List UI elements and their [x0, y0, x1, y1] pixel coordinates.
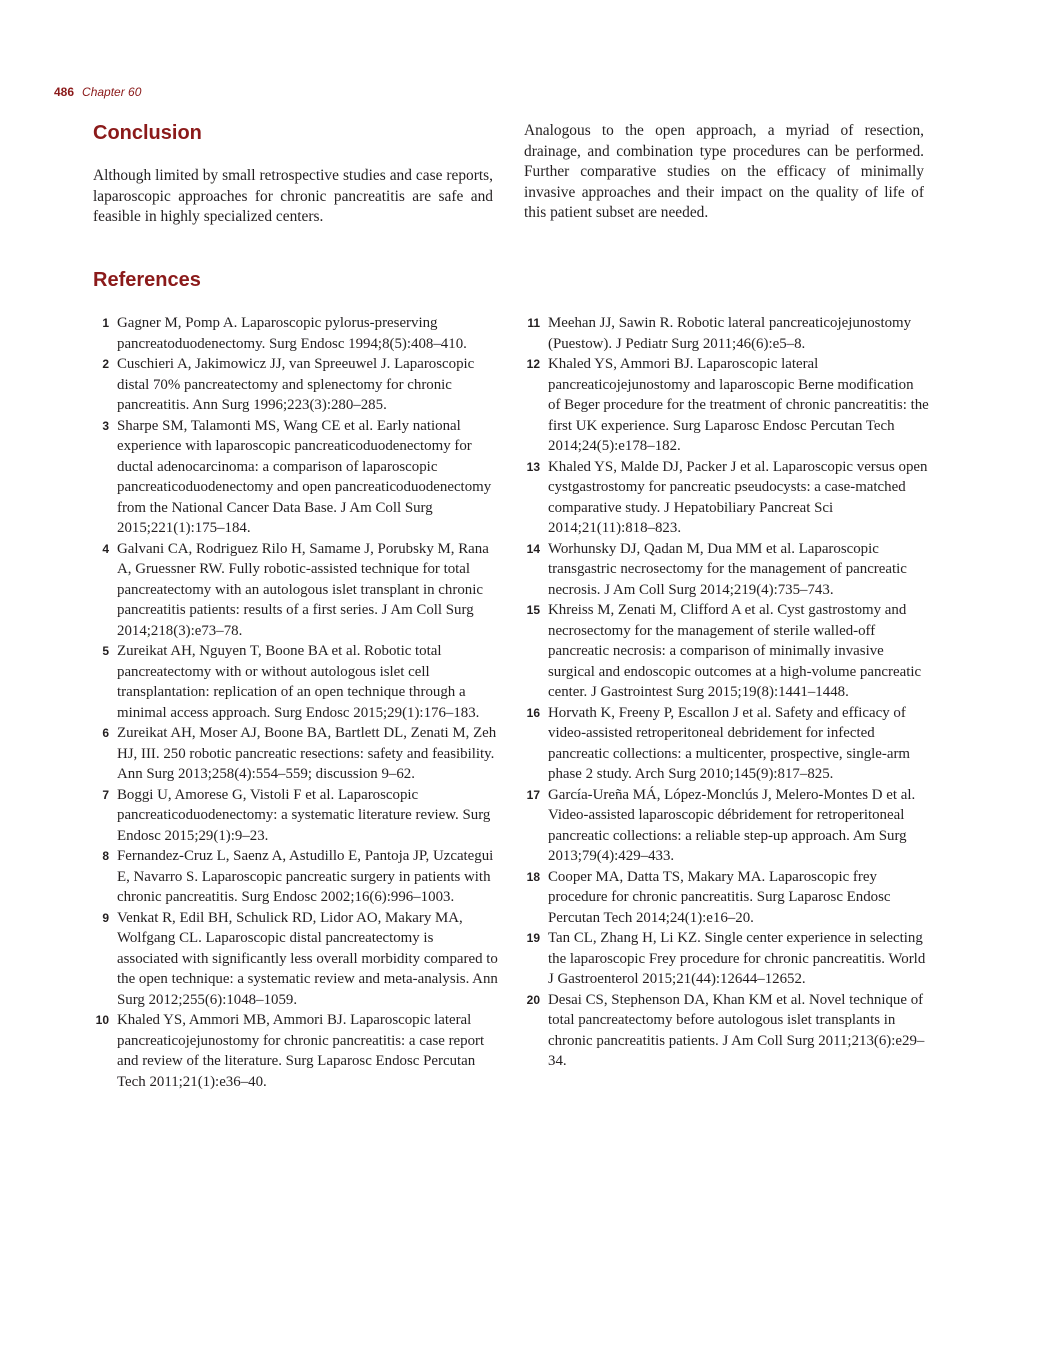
reference-item — [524, 313, 929, 354]
reference-text: Khreiss M, Zenati M, Clifford A et al. Cyst gastrostomy and necrosectomy for the management of sterile walled-off pancreatic necrosis: a comparison of minimally invasive surgical and endoscopic outcomes at a high-volume pancreatic center. J Gastrointest Surg 2015;19(8):1441–1448. — [548, 602, 922, 700]
reference-text: Tan CL, Zhang H, Li KZ. Single center experience in selecting the laparoscopic Frey procedure for chronic pancreatitis. World J Gastroenterol 2015;21(44):12644–12652. — [548, 930, 926, 987]
reference-item — [524, 600, 929, 703]
reference-number: 7 — [102, 787, 109, 802]
reference-item — [524, 867, 929, 929]
reference-number: 4 — [102, 541, 109, 556]
reference-item — [524, 928, 929, 990]
reference-number: 1 — [102, 316, 109, 330]
reference-item — [524, 785, 929, 867]
conclusion-heading: Conclusion — [93, 122, 202, 144]
reference-item — [93, 416, 498, 539]
reference-number: 3 — [102, 418, 109, 433]
reference-text: Fernandez-Cruz L, Saenz A, Astudillo E, Pantoja JP, Uzcategui E, Navarro S. Laparoscopic pancreatic surgery in patients with chronic pancreatitis. Surg Endosc 2002;16(6):996–1003. — [117, 848, 494, 905]
reference-item — [524, 457, 929, 539]
reference-item — [93, 641, 498, 723]
reference-text: Khaled YS, Ammori MB, Ammori BJ. Laparoscopic lateral pancreaticojejunostomy for chronic pancreatitis: a case report and review of the literature. Surg Laparosc Endosc Percutan Tech 2011;21(1):e36–40. — [117, 1012, 485, 1090]
reference-item — [524, 354, 929, 457]
reference-item — [93, 723, 498, 785]
reference-item — [93, 785, 498, 847]
reference-number: 9 — [102, 910, 109, 925]
reference-number: 15 — [526, 603, 540, 617]
reference-text: Galvani CA, Rodriguez Rilo H, Samame J, Porubsky M, Rana A, Gruessner RW. Fully robotic-assisted technique for total pancreatectomy with an autologous islet transplant in chronic pancreatitis patients: results of a first series. J Am Coll Surg 2014;218(3):e73–78. — [117, 540, 489, 639]
reference-number: 20 — [526, 992, 540, 1007]
reference-number: 6 — [102, 726, 109, 740]
reference-text: Worhunsky DJ, Qadan M, Dua MM et al. Laparoscopic transgastric necrosectomy for the management of pancreatic necrosis. J Am Coll Surg 2014;219(4):735–743. — [548, 540, 907, 598]
reference-number: 8 — [102, 849, 109, 863]
references-heading: References — [93, 269, 201, 291]
reference-text: Meehan JJ, Sawin R. Robotic lateral pancreaticojejunostomy (Puestow). J Pediatr Surg 2011;46(6):e5–8. — [548, 315, 912, 352]
reference-number: 17 — [526, 787, 540, 802]
running-head — [54, 85, 141, 99]
reference-number: 19 — [526, 931, 540, 945]
references-list-left — [93, 313, 498, 1092]
reference-item — [93, 354, 498, 416]
reference-item — [93, 539, 498, 642]
references-list-right — [524, 313, 929, 1072]
reference-number: 14 — [526, 541, 540, 556]
reference-text: Sharpe SM, Talamonti MS, Wang CE et al. Early national experience with laparoscopic pancreaticoduodenectomy for ductal adenocarcinoma: a comparison of laparoscopic pancreaticoduodenectomy and open pancreaticoduodenectomy from the National Cancer Data Base. J Am Coll Surg 2015;221(1):175–184. — [117, 417, 492, 536]
reference-item — [524, 703, 929, 785]
page-number: 486 — [54, 85, 75, 99]
reference-text: Zureikat AH, Moser AJ, Boone BA, Bartlett DL, Zenati M, Zeh HJ, III. 250 robotic pancreatic resections: safety and feasibility. Ann Surg 2013;258(4):554–559; discussion 9–62. — [117, 725, 497, 782]
reference-text: Venkat R, Edil BH, Schulick RD, Lidor AO, Makary MA, Wolfgang CL. Laparoscopic distal pancreatectomy is associated with significantly less overall morbidity compared to the open technique: a systematic review and meta-analysis. Ann Surg 2012;255(6):1048–1059. — [117, 909, 498, 1008]
reference-item — [93, 846, 498, 908]
reference-number: 2 — [102, 357, 109, 371]
chapter-label: Chapter 60 — [82, 85, 142, 99]
reference-item — [93, 313, 498, 354]
reference-number: 10 — [95, 1013, 109, 1027]
reference-item — [93, 908, 498, 1011]
reference-text: Khaled YS, Malde DJ, Packer J et al. Laparoscopic versus open cystgastrostomy for pancreatic pseudocysts: a case-matched comparative study. J Hepatobiliary Pancreat Sci 2014;21(11):818–823. — [548, 458, 928, 536]
reference-number: 13 — [526, 459, 540, 474]
reference-number: 18 — [526, 869, 540, 884]
reference-item — [524, 990, 929, 1072]
reference-number: 5 — [102, 644, 109, 658]
conclusion-paragraph-right: Analogous to the open approach, a myriad of resection, drainage, and combination type procedures can be performed. Further comparative studies on the efficacy of minimally invasive approaches and their impact on the quality of life of this patient subset are needed. — [524, 122, 924, 221]
reference-text: Cuschieri A, Jakimowicz JJ, van Spreeuwel J. Laparoscopic distal 70% pancreatectomy and splenectomy for chronic pancreatitis. Ann Surg 1996;223(3):280–285. — [117, 356, 475, 413]
reference-item — [93, 1010, 498, 1092]
reference-text: Cooper MA, Datta TS, Makary MA. Laparoscopic frey procedure for chronic pancreatitis. Surg Laparosc Endosc Percutan Tech 2014;24(1):e16–20. — [548, 868, 891, 926]
reference-text: Gagner M, Pomp A. Laparoscopic pylorus-preserving pancreatoduodenectomy. Surg Endosc 1994;8(5):408–410. — [117, 315, 467, 352]
reference-text: Boggi U, Amorese G, Vistoli F et al. Laparoscopic pancreaticoduodenectomy: a systematic literature review. Surg Endosc 2015;29(1):9–23. — [117, 786, 491, 844]
reference-text: Horvath K, Freeny P, Escallon J et al. Safety and efficacy of video-assisted retroperitoneal debridement for infected pancreatic collections: a multicenter, prospective, single-arm phase 2 study. Arch Surg 2010;145(9):817–825. — [548, 704, 911, 782]
reference-text: García-Ureña MÁ, López-Monclús J, Melero-Montes D et al. Video-assisted laparoscopic débridement for retroperitoneal pancreatic collections: a reliable step-up approach. Am Surg 2013;79(4):429–433. — [548, 786, 916, 864]
reference-text: Khaled YS, Ammori BJ. Laparoscopic lateral pancreaticojejunostomy and laparoscopic Berne modification of Beger procedure for the treatment of chronic pancreatitis: the first UK experience. Surg Laparosc Endosc Percutan Tech 2014;24(5):e178–182. — [548, 356, 929, 454]
conclusion-paragraph-left: Although limited by small retrospective studies and case reports, laparoscopic approaches for chronic pancreatitis are safe and feasible in highly specialized centers. — [93, 167, 493, 225]
reference-number: 16 — [526, 705, 540, 720]
reference-number: 11 — [527, 316, 540, 330]
reference-text: Zureikat AH, Nguyen T, Boone BA et al. Robotic total pancreatectomy with or without autologous islet cell transplantation: replication of an open technique through a minimal access approach. Surg Endosc 2015;29(1):176–183. — [117, 643, 480, 721]
reference-text: Desai CS, Stephenson DA, Khan KM et al. Novel technique of total pancreatectomy before autologous islet transplants in chronic pancreatitis patients. J Am Coll Surg 2011;213(6):e29–34. — [548, 991, 925, 1069]
reference-number: 12 — [526, 357, 540, 371]
reference-item — [524, 539, 929, 601]
